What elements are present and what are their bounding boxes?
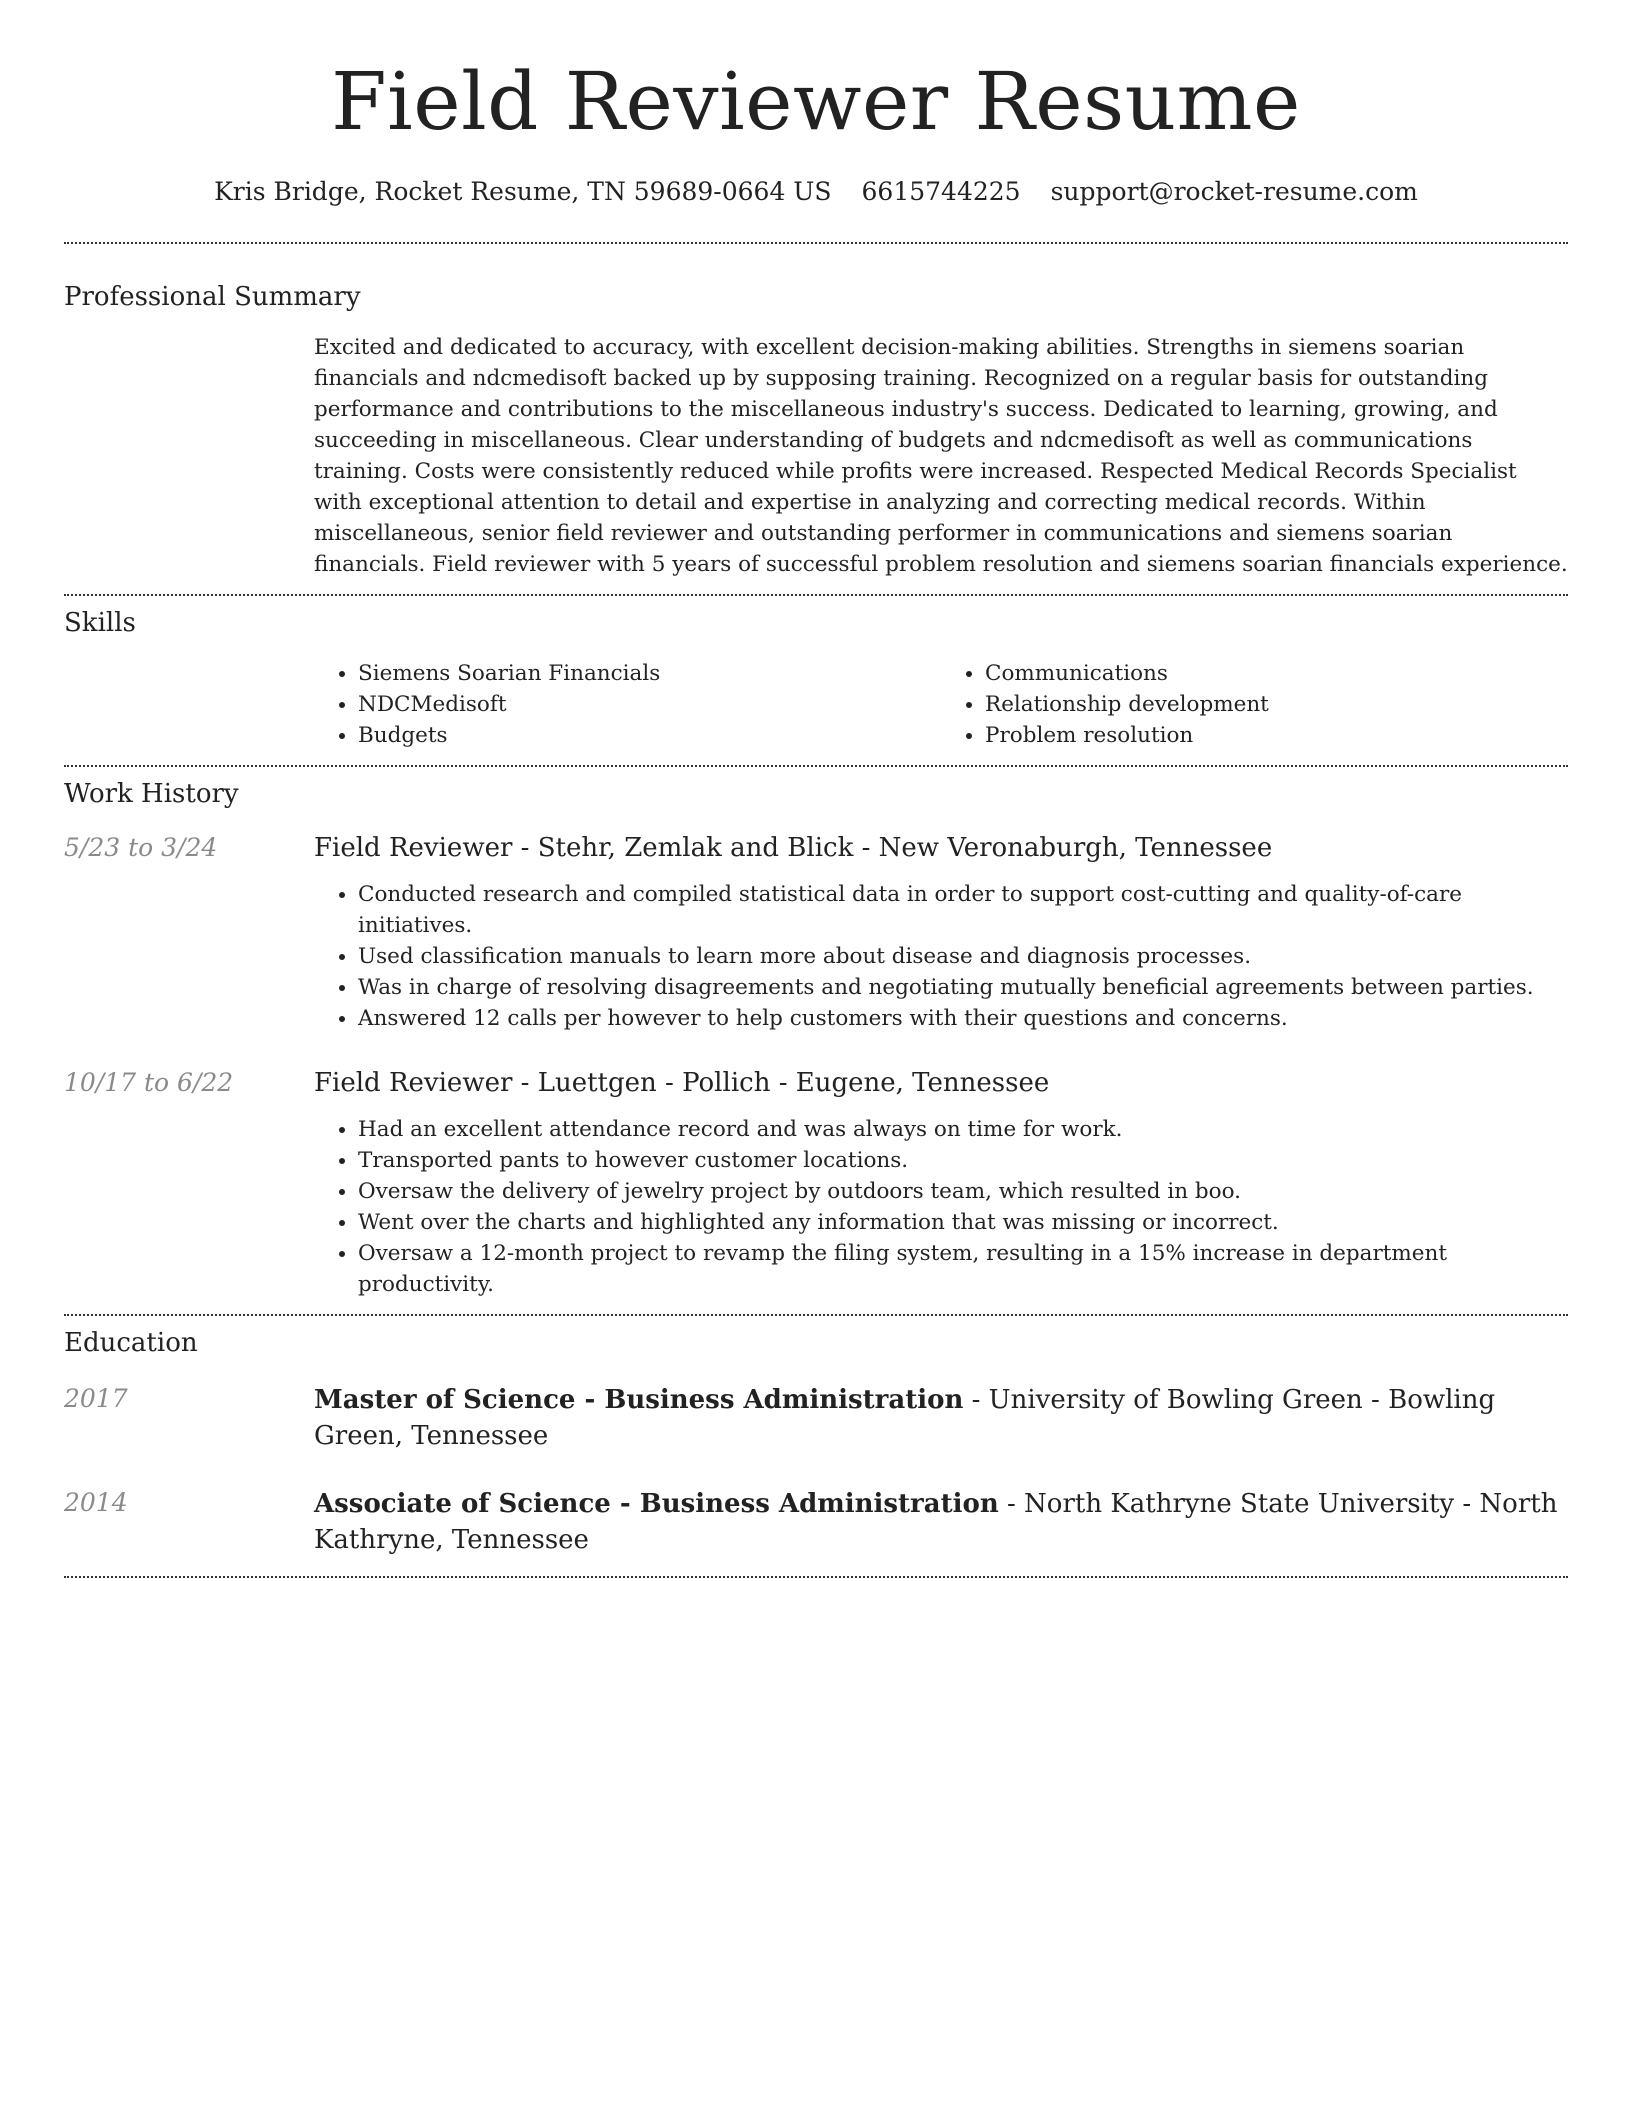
skill-item: • Problem resolution <box>985 720 1568 751</box>
skills-heading: Skills <box>64 608 136 638</box>
job-bullets <box>314 879 1568 1034</box>
job-bullets <box>314 1114 1568 1300</box>
job-heading <box>314 831 1568 865</box>
job-dates: 10/17 to 6/22 <box>64 1068 234 1097</box>
job-employer: - Luettgen - Pollich - Eugene, Tennessee <box>512 1068 1050 1098</box>
summary-section <box>64 244 1568 580</box>
skills-list-left <box>314 658 941 751</box>
work-heading: Work History <box>64 779 239 809</box>
divider <box>64 1576 1568 1578</box>
job-bullet: • Had an excellent attendance record and was always on time for work. <box>358 1114 1568 1145</box>
skills-grid <box>314 658 1568 751</box>
contact-address: Kris Bridge, Rocket Resume, TN 59689-0664 US <box>214 177 832 206</box>
education-entry <box>64 1486 1568 1558</box>
education-section <box>64 1316 1568 1558</box>
job-bullet: • Oversaw a 12-month project to revamp the filing system, resulting in a 15% increase in department productivity. <box>358 1238 1568 1300</box>
job-bullet: • Was in charge of resolving disagreements and negotiating mutually beneficial agreements between parties. <box>358 972 1568 1003</box>
skills-spacer <box>64 658 314 751</box>
work-section <box>64 767 1568 1300</box>
job-bullet: • Transported pants to however customer locations. <box>358 1145 1568 1176</box>
job-employer: - Stehr, Zemlak and Blick - New Veronaburgh, Tennessee <box>512 833 1273 863</box>
education-line <box>314 1382 1568 1454</box>
job-bullet: • Used classification manuals to learn more about disease and diagnosis processes. <box>358 941 1568 972</box>
contact-email: support@rocket-resume.com <box>1050 177 1418 206</box>
job-title: Field Reviewer <box>314 1068 513 1098</box>
summary-text: Excited and dedicated to accuracy, with excellent decision-making abilities. Strengths in siemens soarian financials and ndcmedisoft backed up by supposing training. Recognized on a regular basis for outstanding performance and contributions to the miscellaneous industry's success. Dedicated to learning, growing, and succeeding in miscellaneous. Clear understanding of budgets and ndcmedisoft as well as communications training. Costs were consistently reduced while profits were increased. Respected Medical Records Specialist with exceptional attention to detail and expertise in analyzing and correcting medical records. Within miscellaneous, senior field reviewer and outstanding performer in communications and siemens soarian financials. Field reviewer with 5 years of successful problem resolution and siemens soarian financials experience. <box>314 335 1568 577</box>
summary-spacer <box>64 332 314 580</box>
job-heading <box>314 1066 1568 1100</box>
education-year: 2014 <box>64 1488 128 1517</box>
job-entry <box>64 1066 1568 1300</box>
skill-item: • Communications <box>985 658 1568 689</box>
education-line <box>314 1486 1568 1558</box>
skill-item: • Relationship development <box>985 689 1568 720</box>
job-bullet: • Oversaw the delivery of jewelry project by outdoors team, which resulted in boo. <box>358 1176 1568 1207</box>
contact-line <box>64 176 1568 208</box>
education-degree: Associate of Science - Business Administration <box>314 1489 999 1519</box>
skill-item: • NDCMedisoft <box>358 689 941 720</box>
contact-phone: 6615744225 <box>861 177 1021 206</box>
education-school: - University of Bowling Green - Bowling Green, Tennessee <box>314 1385 1496 1451</box>
skills-section <box>64 596 1568 751</box>
summary-heading: Professional Summary <box>64 282 361 312</box>
job-bullet: • Conducted research and compiled statistical data in order to support cost-cutting and quality-of-care initiatives. <box>358 879 1568 941</box>
education-entry <box>64 1382 1568 1454</box>
education-school: - North Kathryne State University - North Kathryne, Tennessee <box>314 1489 1558 1555</box>
job-dates: 5/23 to 3/24 <box>64 833 218 862</box>
skill-item: • Siemens Soarian Financials <box>358 658 941 689</box>
job-title: Field Reviewer <box>314 833 513 863</box>
skills-list-right <box>941 658 1568 751</box>
job-entry <box>64 831 1568 1034</box>
education-degree: Master of Science - Business Administration <box>314 1385 964 1415</box>
education-heading: Education <box>64 1328 198 1358</box>
job-bullet: • Went over the charts and highlighted any information that was missing or incorrect. <box>358 1207 1568 1238</box>
job-bullet: • Answered 12 calls per however to help customers with their questions and concerns. <box>358 1003 1568 1034</box>
page-title: Field Reviewer Resume <box>331 55 1301 148</box>
education-year: 2017 <box>64 1384 128 1413</box>
skill-item: • Budgets <box>358 720 941 751</box>
